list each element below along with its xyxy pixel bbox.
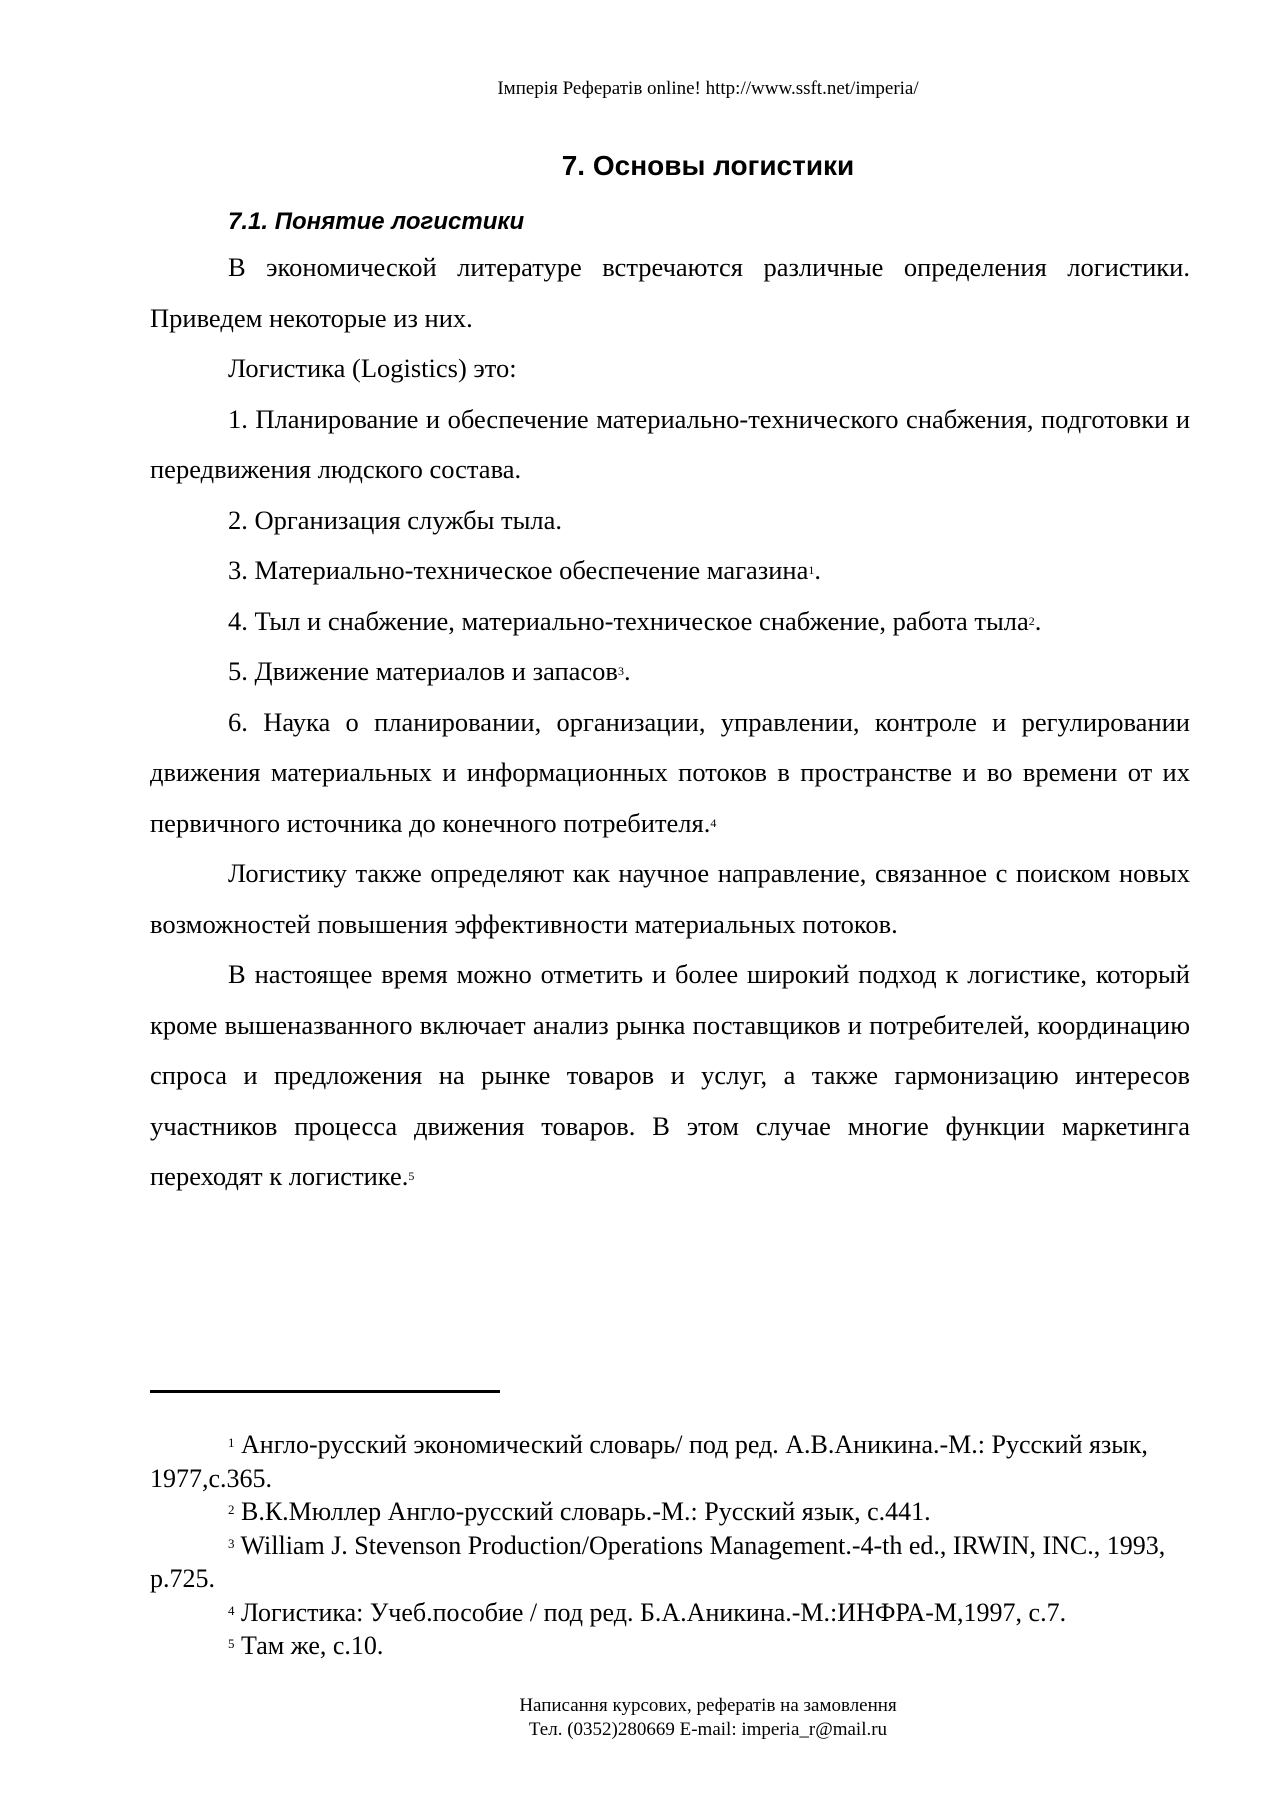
definition-item-3-text: 3. Материально-техническое обеспечение магазина bbox=[228, 555, 809, 585]
footnote-1-text: Англо-русский экономический словарь/ под ред. А.В.Аникина.-М.: Русский язык, 1977,с.365. bbox=[150, 1430, 1148, 1493]
footnote-ref-2: 2 bbox=[1028, 613, 1035, 628]
definition-item-5 bbox=[150, 646, 1190, 697]
definition-item-1: 1. Планирование и обеспечение материально-технического снабжения, подготовки и передвижения людского состава. bbox=[150, 403, 1190, 484]
definition-item-5-text: 5. Движение материалов и запасов bbox=[228, 656, 618, 686]
footnote-ref-5: 5 bbox=[408, 1169, 415, 1183]
definition-item-3 bbox=[150, 545, 1190, 596]
footnote-1-number: 1 bbox=[228, 1435, 235, 1450]
footnote-3-text: William J. Stevenson Production/Operations Management.-4-th ed., IRWIN, INC., 1993, p.725. bbox=[150, 1530, 1166, 1593]
footnotes bbox=[150, 1428, 1190, 1663]
paragraph-broad-approach bbox=[150, 949, 1190, 1202]
body-text bbox=[150, 242, 1190, 1202]
footnote-2-text: В.К.Мюллер Англо-русский словарь.-М.: Русский язык, с.441. bbox=[241, 1497, 931, 1526]
footnote-4 bbox=[150, 1596, 1190, 1630]
definition-item-6-text: 6. Наука о планировании, организации, управлении, контроле и регулировании движения материальных и информационных потоков в пространстве и во времени от их первичного источника до конечного потребителя. bbox=[150, 706, 1190, 838]
definition-item-4 bbox=[150, 596, 1190, 647]
page-footer bbox=[150, 1694, 1266, 1742]
footer-line-1: Написання курсових, рефератів на замовлення bbox=[519, 1695, 897, 1716]
footnote-ref-4: 4 bbox=[710, 815, 717, 830]
footer-line-2: Тел. (0352)280669 E-mail: imperia_r@mail.ru bbox=[528, 1719, 888, 1740]
footnote-2-number: 2 bbox=[228, 1502, 235, 1517]
footnote-3-number: 3 bbox=[228, 1535, 235, 1551]
definition-item-5-end: . bbox=[623, 656, 631, 686]
footnote-1 bbox=[150, 1428, 1190, 1495]
document-page bbox=[150, 0, 1190, 1811]
page-header: Імперія Рефератів online! http://www.ssft.net/imperia/ bbox=[497, 78, 919, 99]
footnote-ref-1: 1 bbox=[808, 563, 815, 577]
definition-item-2: 2. Организация службы тыла. bbox=[228, 504, 563, 535]
footnote-ref-3: 3 bbox=[617, 664, 624, 678]
section-subtitle: 7.1. Понятие логистики bbox=[228, 208, 525, 235]
footnote-5-number: 5 bbox=[228, 1636, 235, 1651]
definition-item-6 bbox=[150, 697, 1190, 849]
definition-item-4-end: . bbox=[1034, 605, 1042, 636]
footnote-2 bbox=[150, 1495, 1190, 1529]
paragraph-definition-lead: Логистика (Logistics) это: bbox=[228, 353, 517, 383]
definition-item-4-text: 4. Тыл и снабжение, материально-техническое снабжение, работа тыла bbox=[228, 605, 1029, 636]
paragraph-scientific-direction: Логистику также определяют как научное направление, связанное с поиском новых возможностей повышения эффективности материальных потоков. bbox=[150, 858, 1190, 939]
footnote-5 bbox=[150, 1629, 1190, 1663]
footnote-5-text: Там же, с.10. bbox=[241, 1631, 384, 1660]
footnote-3 bbox=[150, 1529, 1190, 1596]
chapter-title: 7. Основы логистики bbox=[561, 150, 855, 181]
footnote-4-text: Логистика: Учеб.пособие / под ред. Б.А.Аникина.-М.:ИНФРА-М,1997, с.7. bbox=[241, 1597, 1067, 1627]
paragraph-intro: В экономической литературе встречаются различные определения логистики. Приведем некоторые из них. bbox=[150, 252, 1190, 333]
definition-item-3-end: . bbox=[814, 555, 821, 585]
footnote-4-number: 4 bbox=[228, 1602, 235, 1618]
paragraph-broad-approach-text: В настоящее время можно отметить и более широкий подход к логистике, который кроме вышеназванного включает анализ рынка поставщиков и потребителей, координацию спроса и предложения на рынке товаров и услуг, а также гармонизацию интересов участников процесса движения товаров. В этом случае многие функции маркетинга переходят к логистике. bbox=[150, 959, 1190, 1191]
footnote-separator bbox=[150, 1390, 500, 1393]
